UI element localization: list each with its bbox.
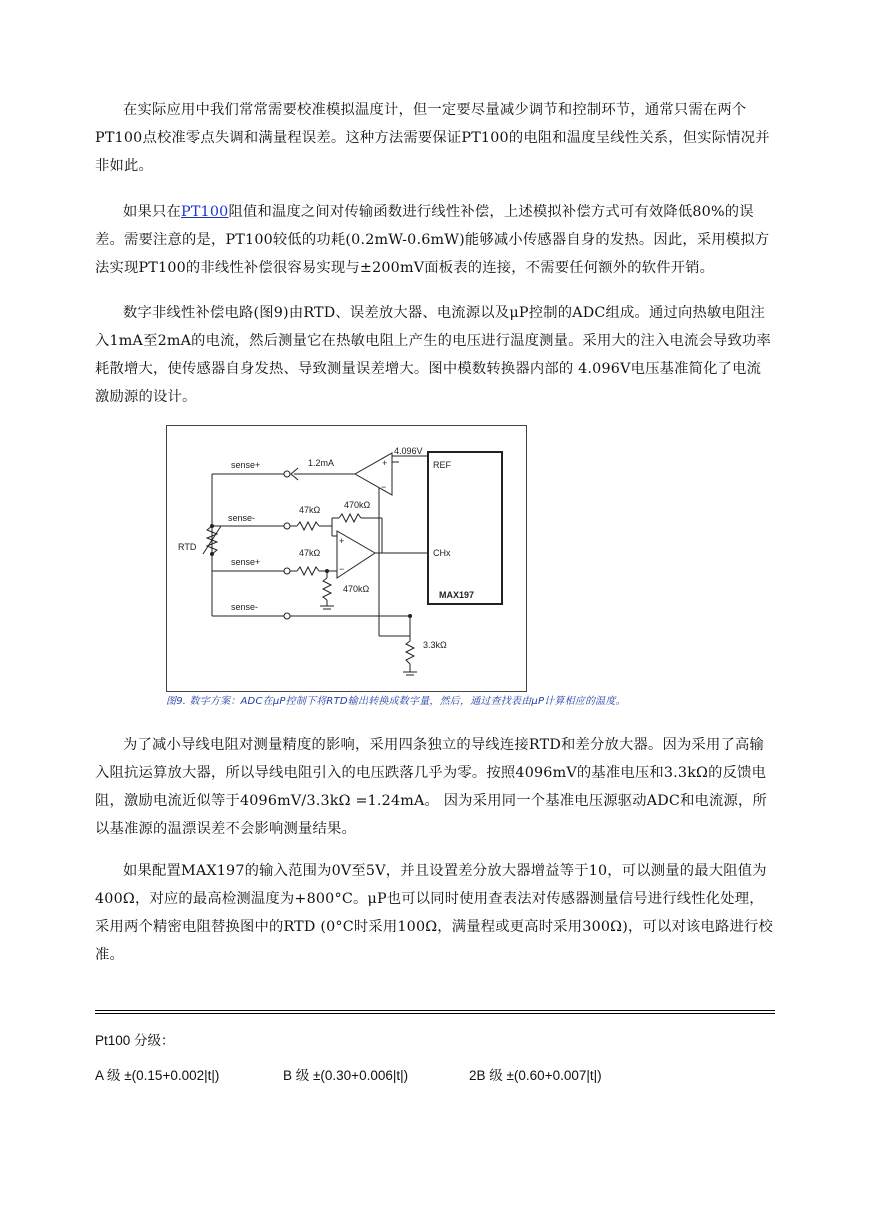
label-sense-plus-1: sense+ [231,460,261,470]
pt100-class-b: B 级 ±(0.30+0.006|t|) [283,1068,409,1083]
circuit-diagram [167,426,526,691]
label-sense-minus-2: sense- [231,602,259,612]
label-chx: CHx [433,548,451,558]
paragraph-digital-compensation: 数字非线性补偿电路(图9)由RTD、误差放大器、电流源以及μP控制的ADC组成。通过向热敏电阻注入1mA至2mA的电流，然后测量它在热敏电阻上产生的电压进行温度测量。采用大的注入电流会导致功率耗散增大，使传感器自身发热、导致测量误差增大。图中模数转换器内部的 4.096V电压基准简化了电流激励源的设计。 [95,305,772,405]
label-r47-2: 47kΩ [299,548,321,558]
label-r470-1: 470kΩ [344,500,371,510]
paragraph-linear-compensation [95,198,775,282]
label-sense-plus-2: sense+ [231,557,261,567]
pt100-link[interactable]: PT100 [181,204,229,220]
label-r33: 3.3kΩ [423,640,447,650]
pt100-class-title: Pt100 分级： [95,1033,175,1048]
divider-line [95,1010,775,1011]
divider-line [95,1013,775,1014]
paragraph-calibration: 在实际应用中我们常常需要校准模拟温度计，但一定要尽量减少调节和控制环节，通常只需在两个PT100点校准零点失调和满量程误差。这种方法需要保证PT100的电阻和温度呈线性关系，但实际情况并非如此。 [95,102,770,174]
label-r470-2: 470kΩ [343,584,370,594]
paragraph-text: 阻值和温度之间对传输函数进行线性补偿，上述模拟补偿方式可有效降低80%的误差。需要注意的是，PT100较低的功耗(0.2mW-0.6mW)能够减小传感器自身的发热。因此，采用模拟方法实现PT100的非线性补偿很容易实现与±200mV面板表的连接，不需要任何额外的软件开销。 [95,204,770,276]
label-vref: 4.096V [394,446,423,456]
label-plus-diff: + [339,536,345,546]
label-minus-top: − [381,482,387,492]
label-rtd: RTD [178,542,197,552]
figure-caption: 图9. 数字方案：ADC在μP控制下将RTD输出转换成数字量，然后，通过查找表由μP计算相应的温度。 [166,696,626,707]
circuit-figure [166,425,527,692]
paragraph-text: 如果只在 [123,204,181,220]
pt100-class-2b: 2B 级 ±(0.60+0.007|t|) [469,1068,602,1083]
label-max197: MAX197 [439,590,475,600]
pt100-class-a: A 级 ±(0.15+0.002|t|) [95,1068,220,1083]
paragraph-max197-config: 如果配置MAX197的输入范围为0V至5V，并且设置差分放大器增益等于10，可以测量的最大阻值为400Ω，对应的最高检测温度为+800°C。μP也可以同时使用查表法对传感器测量信号进行线性化处理，采用两个精密电阻替换图中的RTD (0°C时采用100Ω，满量程或更高时采用300Ω)，可以对该电路进行校准。 [95,863,773,963]
label-ref: REF [433,460,451,470]
label-minus-diff: − [339,564,345,574]
label-sense-minus-1: sense- [228,513,256,523]
label-r47-1: 47kΩ [299,505,321,515]
paragraph-four-wire: 为了减小导线电阻对测量精度的影响，采用四条独立的导线连接RTD和差分放大器。因为采用了高输入阻抗运算放大器，所以导线电阻引入的电压跌落几乎为零。按照4096mV的基准电压和3.3kΩ的反馈电阻，激励电流近似等于4096mV/3.3kΩ =1.24mA。 因为采用同一个基准电压源驱动ADC和电流源，所以基准源的温漂误差不会影响测量结果。 [95,737,768,837]
label-current: 1.2mA [308,458,335,468]
label-plus-top: + [382,458,388,468]
